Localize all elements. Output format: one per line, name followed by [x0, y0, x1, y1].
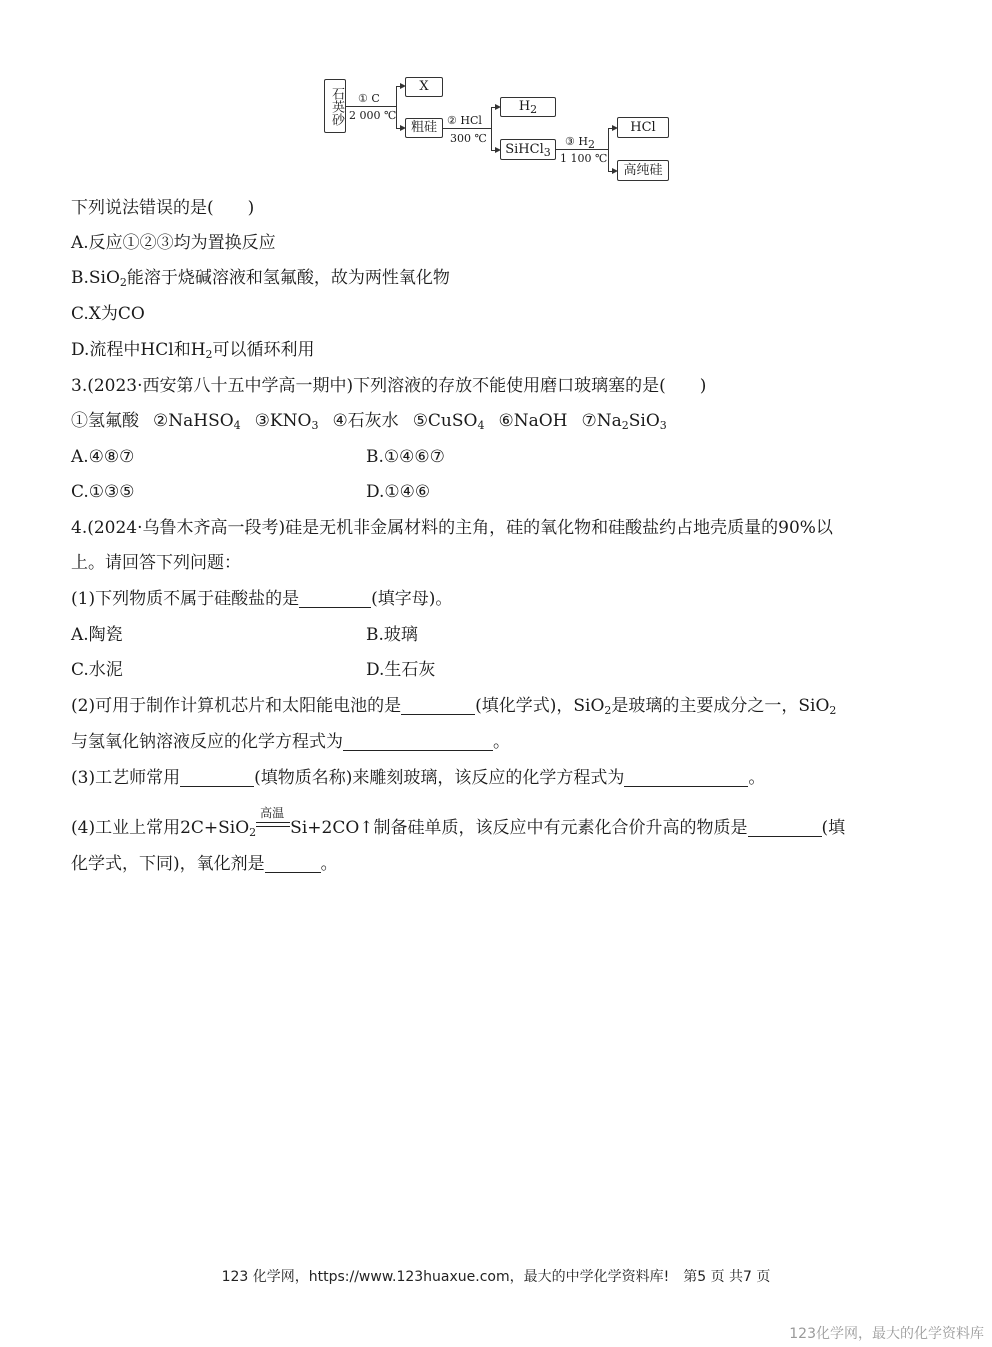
q3-stem: 3.(2023·西安第八十五中学高一期中)下列溶液的存放不能使用磨口玻璃塞的是( ) — [71, 376, 707, 396]
hcl-box: HCl — [617, 117, 669, 138]
q2-option-b: B.SiO$_2$能溶于烧碱溶液和氢氟酸，故为两性氧化物 — [71, 268, 450, 289]
q4-part4-line2: 化学式，下同)，氧化剂是 。 — [71, 854, 338, 874]
q3-items: ①氢氟酸 ②NaHSO$_4$ $③KNO_3$ ④石灰水 ⑤CuSO$_4$ ⑥NaOH $⑦Na_2SiO_3$ — [71, 411, 667, 432]
q2-option-a: A.反应①②③均为置换反应 — [71, 233, 276, 253]
q4-part3: (3)工艺师常用 (填物质名称)来雕刻玻璃，该反应的化学方程式为 。 — [71, 768, 766, 788]
step1-condition-top: ① C — [358, 92, 380, 105]
q3-option-a: A.④⑧⑦ — [71, 447, 135, 467]
q3-option-c: C.①③⑤ — [71, 482, 135, 502]
q4-stem-line1: 4.(2024·乌鲁木齐高一段考)硅是无机非金属材料的主角，硅的氧化物和硅酸盐约占地壳质量的90%以 — [71, 518, 833, 538]
step2-condition-top: ② HCl — [447, 114, 482, 127]
q4-part1-blank[interactable] — [299, 589, 371, 608]
q4-option-d: D.生石灰 — [366, 660, 436, 680]
h2-box: $H_2$ — [500, 97, 556, 117]
step1-condition-bottom: 2 000 ℃ — [349, 109, 397, 122]
q4-option-b: B.玻璃 — [366, 625, 418, 645]
high-temp-equals-sign: 高温 — [256, 819, 290, 833]
pure-silicon-box: 高纯硅 — [617, 160, 669, 181]
x-box: X — [405, 77, 443, 97]
q4-option-c: C.水泥 — [71, 660, 123, 680]
q4-part3-blank1[interactable] — [180, 768, 254, 787]
q4-part2-blank2[interactable] — [343, 732, 493, 751]
page-footer: 123 化学网，https://www.123huaxue.com，最大的中学化学资料库! 第5 页 共7 页 — [221, 1269, 771, 1285]
q3-option-b: B.①④⑥⑦ — [366, 447, 445, 467]
q4-option-a: A.陶瓷 — [71, 625, 123, 645]
quartz-sand-box: 石英砂 — [324, 79, 346, 133]
q4-part1: (1)下列物质不属于硅酸盐的是 (填字母)。 — [71, 589, 453, 609]
q4-part4-blank1[interactable] — [748, 818, 822, 837]
q4-part3-blank2[interactable] — [624, 768, 748, 787]
step3-condition-top: ③ $H_2$ — [565, 135, 595, 151]
q4-part2-line2: 与氢氧化钠溶液反应的化学方程式为 。 — [71, 732, 510, 752]
q2-option-d: D.流程中HCl和$H_2$可以循环利用 — [71, 340, 315, 361]
q4-stem-line2: 上。请回答下列问题： — [71, 553, 241, 573]
crude-silicon-box: 粗硅 — [405, 118, 443, 138]
q3-option-d: D.①④⑥ — [366, 482, 431, 502]
q4-part4-blank2[interactable] — [265, 854, 321, 873]
watermark: 123化学网，最大的化学资料库 — [789, 1326, 984, 1342]
sihcl3-box: SiHCl$_3$ — [500, 139, 556, 160]
q4-part4-line1: (4)工业上常用2C+SiO$_2$ 高温 Si+2CO↑制备硅单质，该反应中有元素化合价升高的物质是 (填 — [71, 806, 846, 839]
step3-condition-bottom: 1 100 ℃ — [560, 152, 608, 165]
q2-stem: 下列说法错误的是( ) — [71, 198, 255, 218]
q4-part2-line1: (2)可用于制作计算机芯片和太阳能电池的是 (填化学式)，SiO$_2$是玻璃的主要成分之一，SiO$_2$ — [71, 696, 837, 717]
step2-condition-bottom: 300 ℃ — [450, 132, 487, 145]
q4-part2-blank1[interactable] — [401, 696, 475, 715]
q2-option-c: C.X为CO — [71, 304, 145, 324]
